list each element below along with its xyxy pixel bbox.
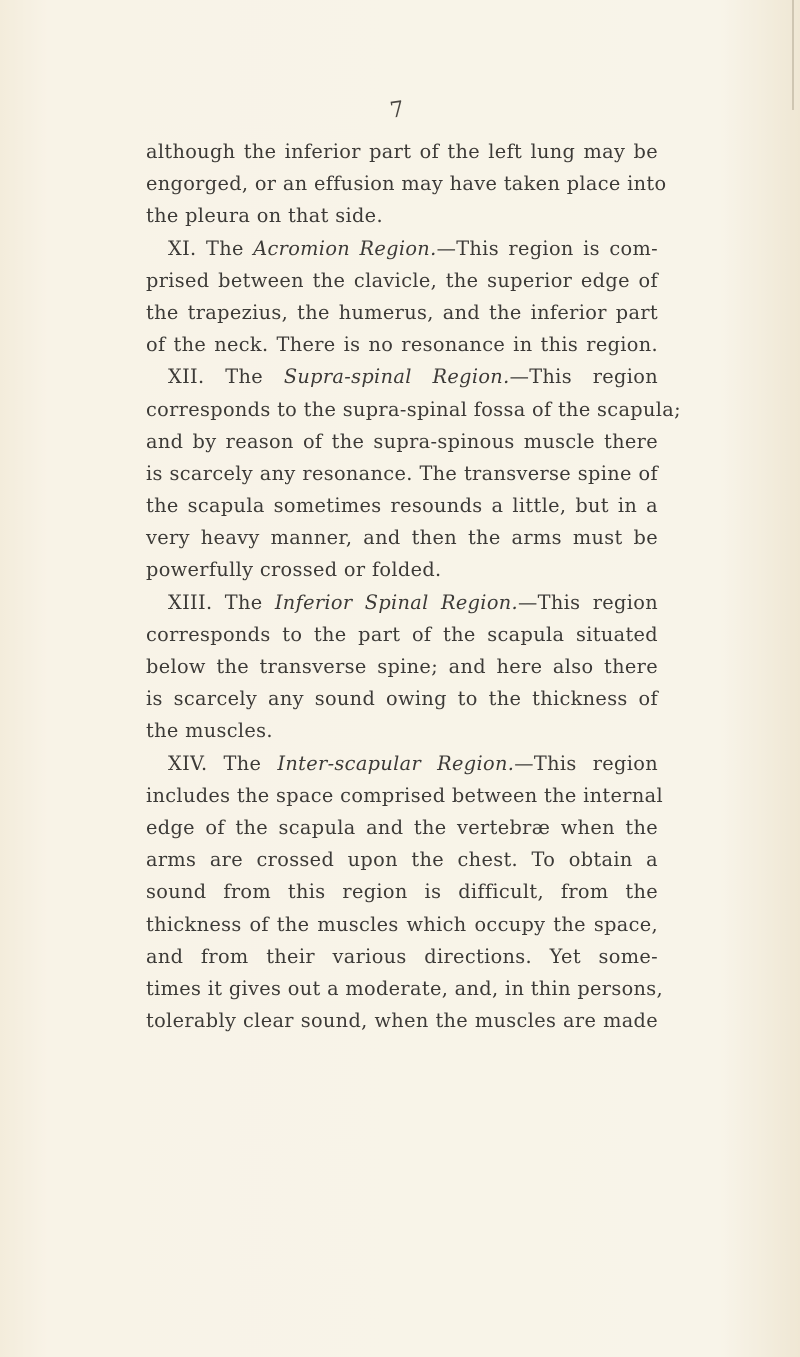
text-line: thickness of the muscles which occupy the space, [146,912,658,936]
text-line: and from their various directions. Yet some- [146,944,658,968]
text-line: the pleura on that side. [146,204,383,228]
text-line: arms are crossed upon the chest. To obtain a [146,848,658,872]
text-line: engorged, or an effusion may have taken place into [146,172,667,196]
section-heading-line: XIII. The Inferior Spinal Region.—This region [168,590,658,614]
text-line: the muscles. [146,719,273,743]
body-text [146,136,681,1037]
text-line: the trapezius, the humerus, and the inferior part [146,300,658,324]
text-line: and by reason of the supra-spinous muscle there [146,429,658,453]
text-line: the scapula sometimes resounds a little, but in a [146,494,658,518]
text-line: edge of the scapula and the vertebræ when the [146,815,658,839]
text-line: very heavy manner, and then the arms must be [146,526,658,550]
text-line: powerfully crossed or folded. [146,558,442,582]
text-line: is scarcely any resonance. The transverse spine of [146,461,658,485]
text-line: sound from this region is difficult, from the [146,880,658,904]
text-line: includes the space comprised between the internal [146,783,663,807]
region-title: Inter-scapular Region. [277,751,515,775]
region-title: Acromion Region. [253,236,437,260]
page-edge-shadow [792,0,794,110]
text-line: of the neck. There is no resonance in this region. [146,333,658,357]
text-line: corresponds to the supra-spinal fossa of the scapula; [146,397,681,421]
text-line: although the inferior part of the left lung may be [146,140,658,163]
section-heading-line: XI. The Acromion Region.—This region is com- [168,236,658,260]
page-number: 7 [388,97,406,124]
text-line: below the transverse spine; and here also there [146,655,658,678]
text-line: times it gives out a moderate, and, in thin persons, [146,976,664,1000]
text-line: prised between the clavicle, the superior edge of [146,268,658,292]
section-heading-line: XII. The Supra-spinal Region.—This region [168,365,658,389]
section-heading-line: XIV. The Inter-scapular Region.—This region [168,751,658,775]
text-line: corresponds to the part of the scapula situated [146,622,658,646]
region-title: Supra-spinal Region. [283,365,510,389]
text-line: tolerably clear sound, when the muscles are made [146,1009,658,1033]
region-title: Inferior Spinal Region. [274,590,519,614]
text-line: is scarcely any sound owing to the thickness of [146,687,658,711]
